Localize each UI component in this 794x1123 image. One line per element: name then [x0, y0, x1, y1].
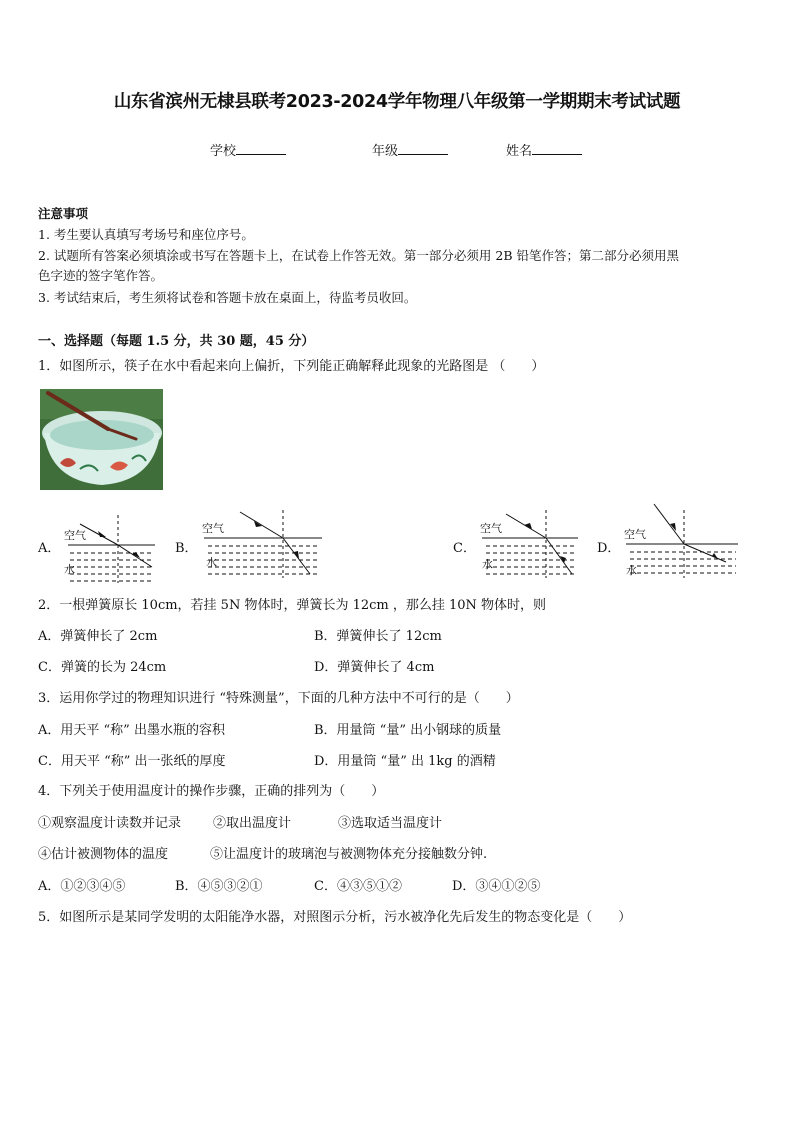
grade-blank[interactable] — [398, 142, 448, 155]
q4-step: ①观察温度计读数并记录 — [38, 816, 182, 831]
q4-step: ③选取适当温度计 — [338, 816, 443, 831]
option-b-label: B． — [175, 541, 198, 556]
q2-option-b[interactable]: B．弹簧伸长了 12cm — [314, 629, 442, 644]
question-5-stem: 5．如图所示是某同学发明的太阳能净水器，对照图示分析，污水被净化先后发生的物态变化是（ ） — [38, 910, 632, 925]
q4-step: ④估计被测物体的温度 — [38, 847, 169, 862]
option-c-label: C． — [453, 541, 476, 556]
notice-item: 1. 考生要认真填写考场号和座位序号。 — [38, 227, 254, 242]
air-label: 空气 — [624, 528, 646, 541]
name-label: 姓名 — [506, 144, 533, 159]
water-label: 水 — [64, 563, 75, 576]
diagram-a[interactable] — [60, 510, 160, 585]
page-title: 山东省滨州无棣县联考2023-2024学年物理八年级第一学期期末考试试题 — [113, 92, 681, 112]
chopstick-bowl-photo — [40, 389, 163, 490]
grade-field — [372, 140, 448, 159]
q2-option-a[interactable]: A．弹簧伸长了 2cm — [38, 629, 158, 644]
q4-option-d[interactable]: D．③④①②⑤ — [452, 879, 541, 894]
q4-option-b[interactable]: B．④⑤③②① — [175, 879, 263, 894]
air-label: 空气 — [480, 522, 502, 535]
school-blank[interactable] — [236, 142, 286, 155]
name-field — [506, 140, 582, 159]
air-label: 空气 — [64, 529, 86, 542]
q2-option-c[interactable]: C．弹簧的长为 24cm — [38, 660, 167, 675]
q4-option-a[interactable]: A．①②③④⑤ — [38, 879, 126, 894]
water-label: 水 — [206, 556, 217, 569]
question-1-stem: 1．如图所示，筷子在水中看起来向上偏折，下列能正确解释此现象的光路图是 （ ） — [38, 359, 545, 374]
diagram-b[interactable] — [198, 508, 326, 583]
q3-option-b[interactable]: B．用量筒 “量” 出小钢球的质量 — [314, 723, 502, 738]
water-label: 水 — [482, 558, 493, 571]
water-label: 水 — [626, 564, 637, 577]
name-blank[interactable] — [532, 142, 582, 155]
diagram-c[interactable] — [476, 508, 582, 583]
notice-heading: 注意事项 — [38, 206, 89, 221]
q3-option-d[interactable]: D．用量筒 “量” 出 1kg 的酒精 — [314, 754, 496, 769]
school-label: 学校 — [210, 144, 237, 159]
air-label: 空气 — [202, 522, 224, 535]
grade-label: 年级 — [372, 144, 399, 159]
school-field — [210, 140, 286, 159]
question-2-stem: 2．一根弹簧原长 10cm，若挂 5N 物体时，弹簧长为 12cm ，那么挂 10N 物体时，则 — [38, 598, 547, 613]
q4-option-c[interactable]: C．④③⑤①② — [314, 879, 402, 894]
section-heading: 一、选择题（每题 1.5 分，共 30 题，45 分） — [38, 334, 315, 349]
notice-item: 色字迹的签字笔作答。 — [38, 268, 164, 283]
diagram-d[interactable] — [620, 500, 742, 582]
question-3-stem: 3．运用你学过的物理知识进行 “特殊测量”，下面的几种方法中不可行的是（ ） — [38, 691, 519, 706]
q4-step: ②取出温度计 — [213, 816, 292, 831]
q3-option-a[interactable]: A．用天平 “称” 出墨水瓶的容积 — [38, 723, 225, 738]
q2-option-d[interactable]: D．弹簧伸长了 4cm — [314, 660, 435, 675]
q4-step: ⑤让温度计的玻璃泡与被测物体充分接触数分钟. — [210, 847, 488, 862]
notice-item: 3. 考试结束后，考生须将试卷和答题卡放在桌面上，待监考员收回。 — [38, 290, 417, 305]
notice-item: 2. 试题所有答案必须填涂或书写在答题卡上，在试卷上作答无效。第一部分必须用 2B 铅笔作答；第二部分必须用黑 — [38, 248, 679, 263]
q3-option-c[interactable]: C．用天平 “称” 出一张纸的厚度 — [38, 754, 226, 769]
option-d-label: D． — [597, 541, 621, 556]
question-4-stem: 4．下列关于使用温度计的操作步骤，正确的排列为（ ） — [38, 784, 385, 799]
option-a-label: A． — [38, 541, 61, 556]
